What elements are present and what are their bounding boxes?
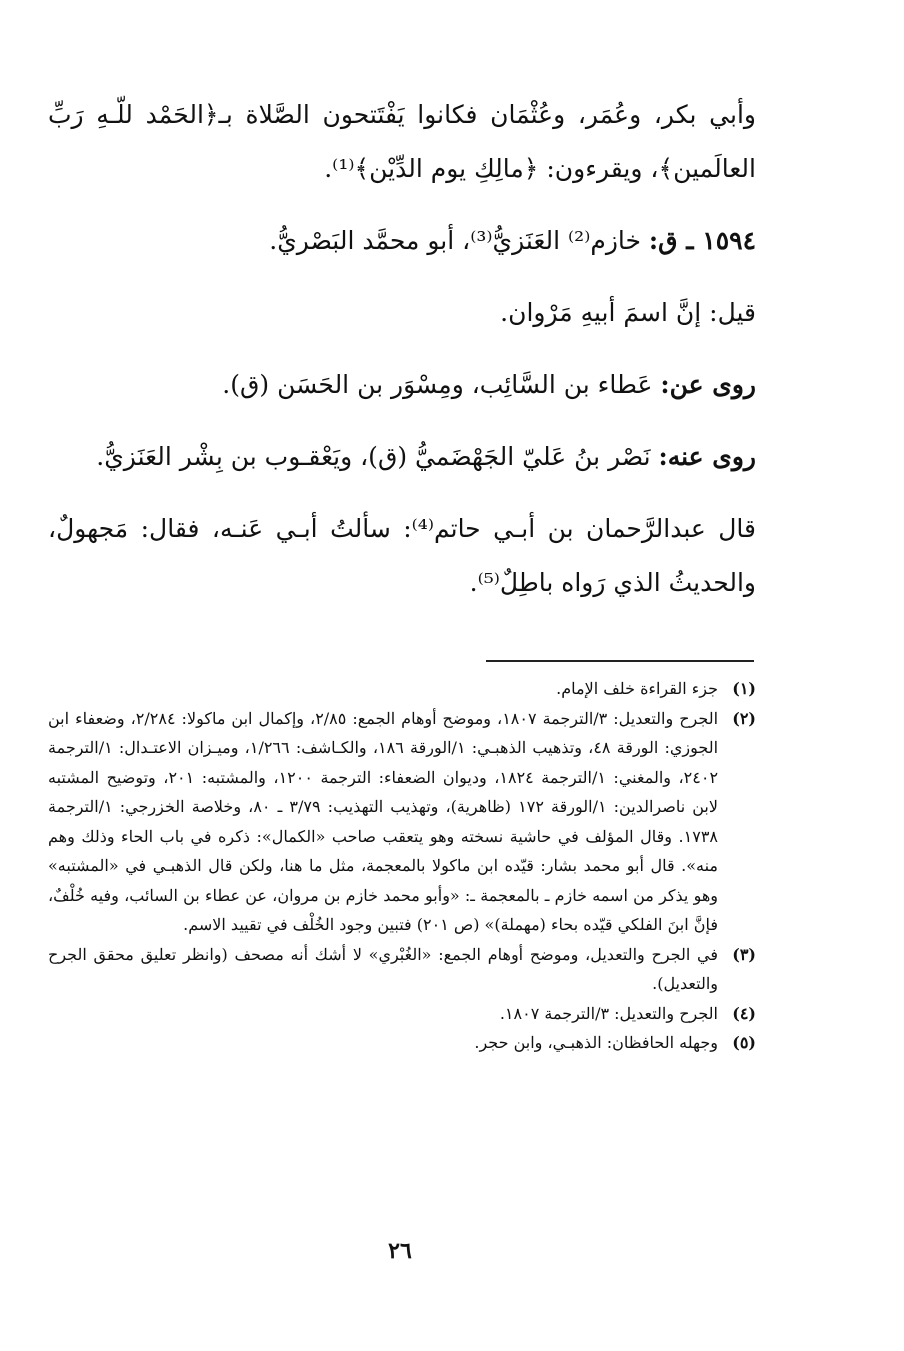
page-number: ٢٦	[388, 1238, 412, 1264]
paragraph-father-name: قيل: إنَّ اسمَ أبيهِ مَرْوان.	[500, 298, 756, 327]
footnote-mark: (٣)	[732, 944, 756, 964]
paragraph-abi-hatim: قال عبدالرَّحمان بن أبـي حاتم⁽⁴⁾: سألتُ أبـي عَنـه، فقال: مَجهولٌ، والحديثُ الذي رَواه باطِلٌ⁽⁵⁾.	[48, 514, 756, 597]
main-text	[48, 88, 756, 628]
entry-number: ١٥٩٤ ـ ق:	[648, 226, 756, 255]
footnote-divider	[486, 660, 754, 662]
rawa-anhu-label: روى عنه:	[658, 442, 756, 471]
footnote-text: وجهله الحافظان: الذهبـي، وابن حجر.	[474, 1033, 718, 1052]
paragraph-continuation: وأبي بكر، وعُمَر، وعُثْمَان فكانوا يَفْتَتحون الصَّلاة بـ﴿الحَمْد للّـهِ رَبِّ العالَمين﴾، ويقرءون: ﴿مالِكِ يوم الدِّيْن﴾⁽¹⁾.	[48, 100, 756, 183]
footnote-1	[48, 674, 756, 704]
entry-name: خازم⁽²⁾ العَنَزيُّ⁽³⁾، أبو محمَّد البَصْريُّ.	[269, 226, 641, 255]
footnotes	[48, 674, 756, 1058]
footnote-2	[48, 704, 756, 940]
rawa-anhu-text: نَصْر بنُ عَليّ الجَهْضَميُّ (ق)، ويَعْقـوب بن بِشْر العَنَزيُّ.	[96, 442, 651, 471]
footnote-5	[48, 1028, 756, 1058]
paragraph-rawa-anhu	[48, 430, 756, 484]
rawa-an-label: روى عن:	[660, 370, 756, 399]
footnote-mark: (١)	[732, 679, 756, 698]
footnote-4	[48, 999, 756, 1029]
footnote-text: الجرح والتعديل: ٣/الترجمة ١٨٠٧، وموضح أوهام الجمع: ٢/٨٥، وإكمال ابن ماكولا: ٢/٢٨٤، وضعفاء ابن الجوزي: الورقة ٤٨، وتذهيب الذهبـي: ١/الورقة ١٨٦، والكـاشف: ١/٢٦٦، وميـزان الاعتـدال: ١/الترجمة ٢٤٠٢، والمغني: ١/الترجمة ١٨٢٤، وديوان الضعفاء: الترجمة ١٢٠٠، والمشتبه: ٢٠١، وتوضيح المشتبه لابن ناصرالدين: ١/الورقة ١٧٢ (ظاهرية)، وتهذيب التهذيب: ٣/٧٩ ـ ٨٠، وخلاصة الخزرجي: ١/الترجمة ١٧٣٨. وقال المؤلف في حاشية نسخته وهو يتعقب صاحب «الكمال»: ذكره في باب الحاء وذلك وهم منه». قال أبو محمد بشار: قيّده ابن ماكولا بالمعجمة، مثل ما هنا، ولكن قال الذهبـي في «المشتبه» وهو يذكر من اسمه خازم ـ بالمعجمة ـ: «وأبو محمد خازم بن مروان، عن عطاء بن السائب، وفيه خُلْفٌ، فإنَّ ابنَ الفلكي قيّده بحاء (مهملة)» (ص ٢٠١) فتبين وجود الخُلْف في تقييد الاسم.	[48, 708, 719, 934]
rawa-an-text: عَطاء بن السَّائِب، ومِسْوَر بن الحَسَن (ق).	[222, 370, 653, 399]
paragraph-rawa-an	[48, 358, 756, 412]
footnote-mark: (٤)	[732, 1003, 756, 1023]
footnote-text: في الجرح والتعديل، وموضح أوهام الجمع: «الغُبْري» لا أشك أنه مصحف (وانظر تعليق محقق الجرح والتعديل).	[48, 944, 718, 993]
footnote-3	[48, 940, 756, 999]
footnote-mark: (٢)	[732, 708, 756, 728]
footnote-text: جزء القراءة خلف الإمام.	[556, 679, 718, 698]
entry-heading	[48, 214, 756, 268]
footnote-text: الجرح والتعديل: ٣/الترجمة ١٨٠٧.	[499, 1003, 718, 1023]
footnote-mark: (٥)	[732, 1033, 756, 1052]
